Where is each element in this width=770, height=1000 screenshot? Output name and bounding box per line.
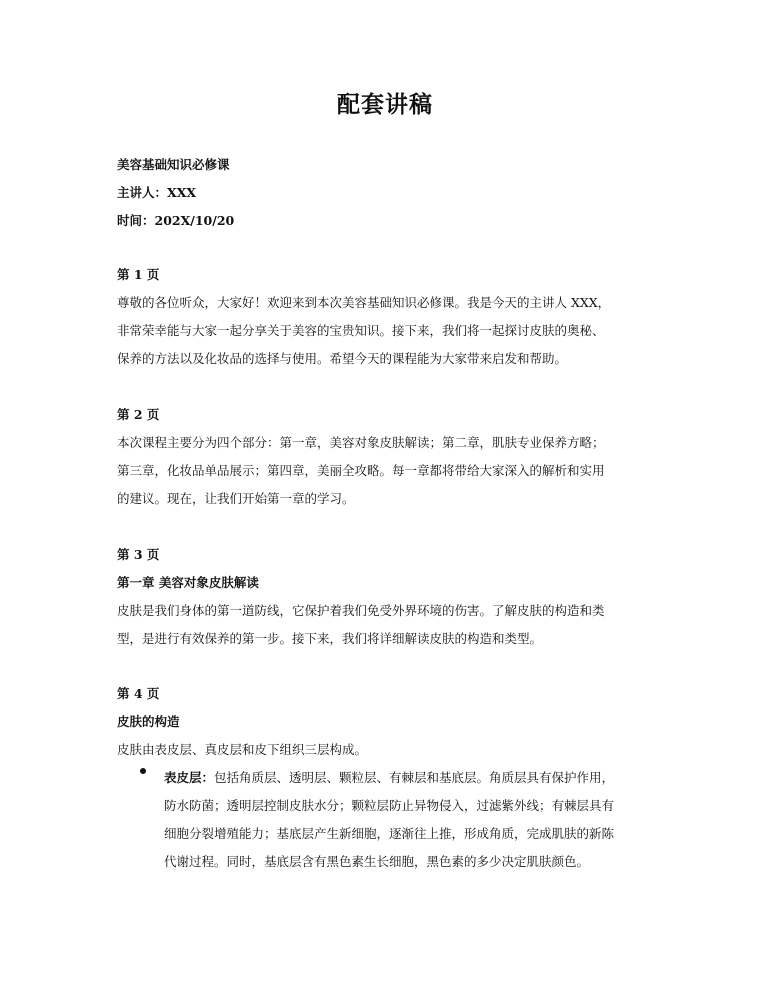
- page-1-label: 第 1 页: [117, 267, 160, 282]
- page-4-line: 皮肤由表皮层、真皮层和皮下组织三层构成。: [117, 742, 368, 757]
- page-2-line: 本次课程主要分为四个部分：第一章，美容对象皮肤解读；第二章，肌肤专业保养方略；: [117, 435, 605, 450]
- bullet-item-epidermis: [164, 768, 614, 788]
- page-2-line: 第三章，化妆品单品展示；第四章，美丽全攻略。每一章都将带给大家深入的解析和实用: [117, 463, 605, 478]
- page-1-line: 保养的方法以及化妆品的选择与使用。希望今天的课程能为大家带来启发和帮助。: [117, 351, 568, 366]
- page-3-label: 第 3 页: [117, 547, 160, 562]
- page-title: 配套讲稿: [337, 91, 433, 118]
- page-3-line: 型，是进行有效保养的第一步。接下来，我们将详细解读皮肤的构造和类型。: [117, 631, 543, 646]
- bullet-text: 包括角质层、透明层、颗粒层、有棘层和基底层。角质层具有保护作用，: [214, 770, 615, 785]
- bullet-term: 表皮层：: [164, 770, 215, 785]
- page-4-label: 第 4 页: [117, 686, 160, 701]
- page-1-line: 尊敬的各位听众，大家好！欢迎来到本次美容基础知识必修课。我是今天的主讲人 XXX，: [117, 295, 611, 310]
- course-name: 美容基础知识必修课: [117, 157, 230, 172]
- bullet-icon: [140, 768, 146, 774]
- lecture-time: 时间：202X/10/20: [117, 213, 235, 228]
- page-2-line: 的建议。现在，让我们开始第一章的学习。: [117, 491, 355, 506]
- skin-structure-heading: 皮肤的构造: [117, 714, 180, 729]
- bullet-line: 代谢过程。同时，基底层含有黑色素生长细胞，黑色素的多少决定肌肤颜色。: [164, 854, 590, 869]
- presenter: 主讲人：XXX: [117, 185, 197, 200]
- chapter-1-heading: 第一章 美容对象皮肤解读: [117, 575, 259, 590]
- page-3-line: 皮肤是我们身体的第一道防线，它保护着我们免受外界环境的伤害。了解皮肤的构造和类: [117, 603, 605, 618]
- page-1-line: 非常荣幸能与大家一起分享关于美容的宝贵知识。接下来，我们将一起探讨皮肤的奥秘、: [117, 323, 605, 338]
- bullet-line: 细胞分裂增殖能力；基底层产生新细胞，逐渐往上推，形成角质，完成肌肤的新陈: [164, 826, 615, 841]
- bullet-line: 防水防菌；透明层控制皮肤水分；颗粒层防止异物侵入，过滤紫外线；有棘层具有: [164, 798, 615, 813]
- page-2-label: 第 2 页: [117, 407, 160, 422]
